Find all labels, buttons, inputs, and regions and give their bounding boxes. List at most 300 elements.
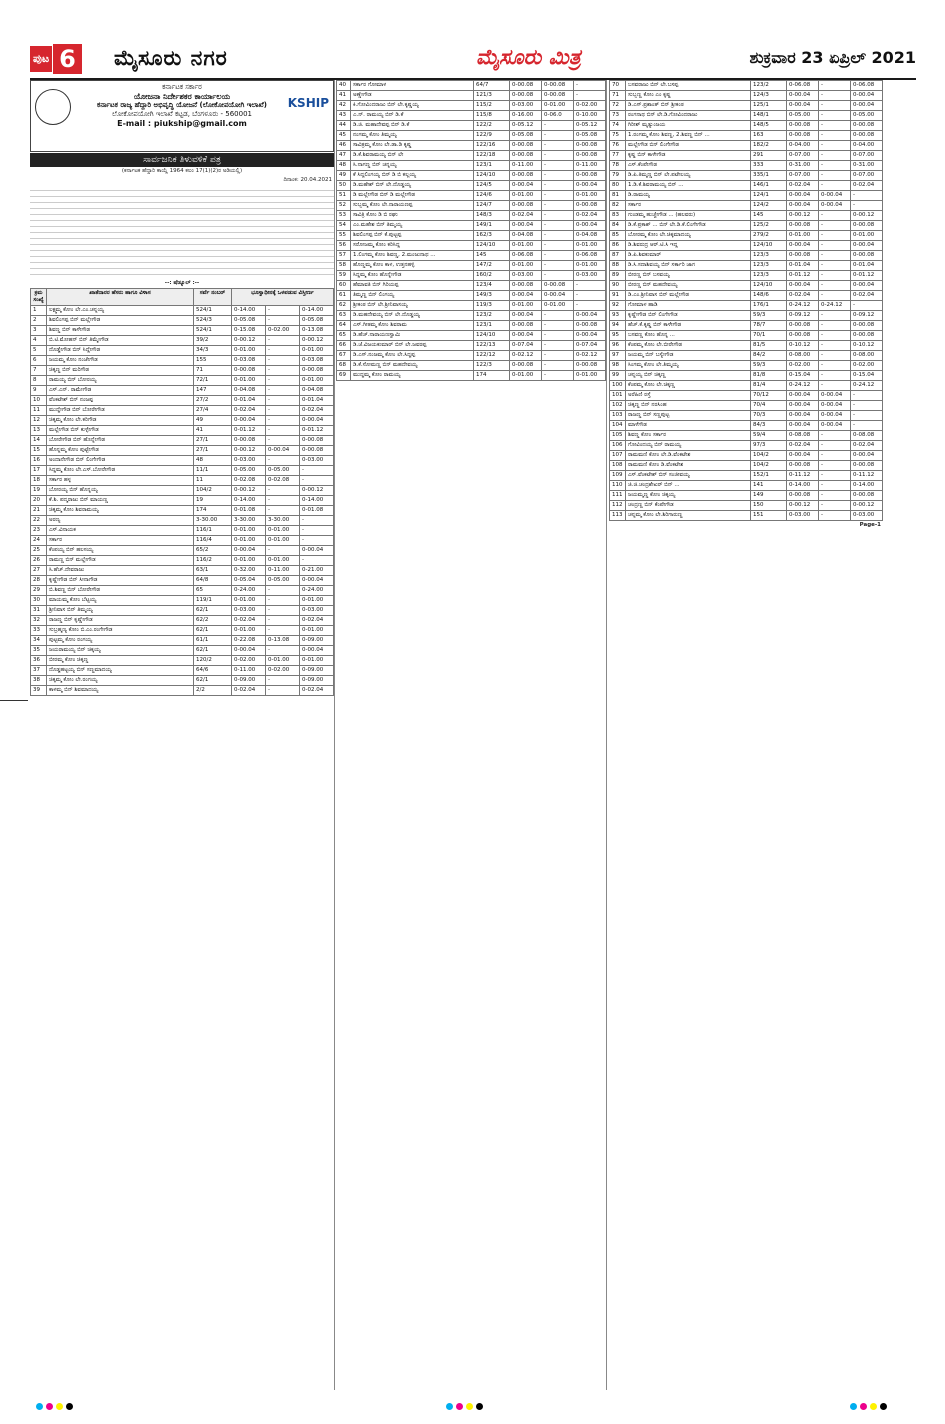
table-row <box>31 326 334 336</box>
table-row <box>31 596 334 606</box>
cell-n: 12 <box>31 416 47 426</box>
cell-a: 0-02.04 <box>231 616 265 626</box>
cell-n: 16 <box>31 456 47 466</box>
cell-a: 0-00.04 <box>231 416 265 426</box>
cell-a: 0-00.04 <box>787 191 819 201</box>
cell-n: 103 <box>610 411 626 421</box>
cell-c: 0-00.08 <box>574 151 606 161</box>
cell-b: - <box>542 371 574 381</box>
cell-owner: ಡಿ.ಶಿವರುದ್ರ ಆರ್.ಟಿ.ಸಿ ಇದ್ದ <box>626 241 751 251</box>
cell-a: 0-00.04 <box>787 101 819 111</box>
cell-b: - <box>265 416 299 426</box>
cell-b: 0-00.04 <box>542 291 574 301</box>
cell-c: - <box>574 291 606 301</box>
cell-b: - <box>819 181 851 191</box>
table-row <box>610 491 883 501</box>
table-row <box>31 656 334 666</box>
cell-owner: ಗುಂಡಮ್ಮ ಹುಚ್ಚೇಗೌಡ ... (ಹಲವರು) <box>626 211 751 221</box>
cell-b: - <box>542 121 574 131</box>
cell-b: - <box>265 336 299 346</box>
cell-b: - <box>265 436 299 446</box>
cell-sy: 78/7 <box>751 321 787 331</box>
cell-owner: ಮಾಯಮ್ಮ ಕೋಂ ಬೆಟ್ಟಯ್ಯ <box>47 596 194 606</box>
cell-b: - <box>265 366 299 376</box>
cell-n: 71 <box>610 91 626 101</box>
table-row <box>610 511 883 521</box>
cell-c: 0-00.08 <box>851 331 883 341</box>
cell-b: - <box>819 281 851 291</box>
cell-n: 72 <box>610 101 626 111</box>
table-row <box>337 211 606 221</box>
table-row <box>31 406 334 416</box>
cell-sy: 163 <box>751 131 787 141</box>
table-row <box>610 161 883 171</box>
cell-c: 0-02.04 <box>299 686 333 696</box>
cell-b: - <box>819 321 851 331</box>
cell-n: 65 <box>337 331 351 341</box>
cell-b: - <box>542 361 574 371</box>
table-row <box>31 516 334 526</box>
cell-n: 80 <box>610 181 626 191</box>
table-row <box>337 191 606 201</box>
cell-n: 13 <box>31 426 47 436</box>
cell-a: 0-03.00 <box>231 606 265 616</box>
cell-b: 0-02.08 <box>265 476 299 486</box>
cell-owner: ಚಿಕ್ಕಣ್ಣ ಬಿನ್ ನರಸಿಂಹ <box>626 401 751 411</box>
cell-n: 93 <box>610 311 626 321</box>
cell-c: 0-06.08 <box>574 251 606 261</box>
cell-c: - <box>299 536 333 546</box>
cell-n: 98 <box>610 361 626 371</box>
cell-sy: 176/1 <box>751 301 787 311</box>
cell-owner: ಸಿ.ಹೆಚ್.ದೇವರಾಜು <box>47 566 194 576</box>
table-row <box>31 626 334 636</box>
notice-email: E-mail : piukship@gmail.com <box>117 119 247 128</box>
cell-c: 0-01.12 <box>851 271 883 281</box>
table-row <box>610 301 883 311</box>
cell-n: 48 <box>337 161 351 171</box>
cell-c: - <box>574 81 606 91</box>
cell-sy: 122/3 <box>474 361 510 371</box>
magenta-dot-icon <box>46 1403 53 1410</box>
column-left <box>30 80 335 1390</box>
notice-body-text <box>30 185 334 279</box>
cell-b: 0-00.04 <box>819 421 851 431</box>
cell-a: 0-01.00 <box>787 231 819 241</box>
cell-c: 0-00.08 <box>851 221 883 231</box>
cell-n: 35 <box>31 646 47 656</box>
table-row <box>610 271 883 281</box>
cell-a: 0-00.04 <box>787 421 819 431</box>
cell-n: 76 <box>610 141 626 151</box>
table-col3-body <box>610 81 883 521</box>
cell-n: 43 <box>337 111 351 121</box>
cell-n: 105 <box>610 431 626 441</box>
cell-sy: 122/13 <box>474 341 510 351</box>
cell-a: 0-02.04 <box>787 291 819 301</box>
cell-a: 0-05.12 <box>510 121 542 131</box>
cell-owner: ಡಿ.ಜೆ.ವಿಜಯಕುಮಾರ್ ಬಿನ್ ಲೇ.ಜವರಪ್ಪ <box>351 341 474 351</box>
cell-a: 0-02.12 <box>510 351 542 361</box>
cell-owner: ಮುದ್ದಮ್ಮ ಕೋಂ ರಾಮಯ್ಯ <box>351 371 474 381</box>
table-row <box>610 481 883 491</box>
table-row <box>31 426 334 436</box>
cell-sy: 125/2 <box>751 221 787 231</box>
cell-a: 0-11.00 <box>510 161 542 171</box>
cell-b: - <box>265 506 299 516</box>
cell-n: 33 <box>31 626 47 636</box>
cell-owner: ಜಯಮ್ಮ ಬಿನ್ ಬಸ್ಯೇಗೌಡ <box>626 351 751 361</box>
cell-n: 77 <box>610 151 626 161</box>
cell-sy: 27/1 <box>193 446 231 456</box>
cell-n: 1 <box>31 306 47 316</box>
cell-a: 0-15.08 <box>231 326 265 336</box>
cell-c: 0-00.04 <box>574 221 606 231</box>
table-row <box>31 496 334 506</box>
table-col3 <box>609 80 883 521</box>
cell-a: 0-00.08 <box>787 121 819 131</box>
cell-owner: ಬೋರೇಗೌಡ ಬಿನ್ ಹೊನ್ನೇಗೌಡ <box>47 436 194 446</box>
cell-a: 0-14.00 <box>231 496 265 506</box>
cell-sy: 121/3 <box>474 91 510 101</box>
cell-a: 0-02.08 <box>231 476 265 486</box>
table-row <box>31 606 334 616</box>
table-row <box>610 171 883 181</box>
cell-a: 0-01.00 <box>231 626 265 636</box>
cell-owner: ಸಿದ್ದಮ್ಮ ಕೋಂ ಲೇ.ಎಸ್.ಬೋರೇಗೌಡ <box>47 466 194 476</box>
cell-sy: 81/8 <box>751 371 787 381</box>
cell-owner: ಡಿ.ಸಿ.ಸದಾಶಿವಯ್ಯ ಬಿನ್ ಸರ್ಕಾರಿ ಜಾಗ <box>626 261 751 271</box>
cell-a: 0-03.00 <box>787 511 819 521</box>
cell-b: - <box>819 381 851 391</box>
cell-b: 0-02.00 <box>265 666 299 676</box>
table-row <box>31 686 334 696</box>
cell-n: 78 <box>610 161 626 171</box>
cell-owner: ನಂಗಮ್ಮ ಕೋಂ ತಿಮ್ಮಯ್ಯ <box>351 131 474 141</box>
cell-sy: 59/3 <box>751 311 787 321</box>
cell-n: 79 <box>610 171 626 181</box>
cell-owner: ಅರೆಹಿಣಿ ರಸ್ತೆ <box>626 391 751 401</box>
fold-mark <box>0 700 28 701</box>
table-row <box>610 441 883 451</box>
cell-b: - <box>542 251 574 261</box>
cell-c: 0-02.04 <box>299 616 333 626</box>
cell-c: 0-08.08 <box>851 431 883 441</box>
cell-n: 4 <box>31 336 47 346</box>
cell-owner: ಹೆಚ್.ಕೆ.ಕೃಷ್ಣ ಬಿನ್ ಕಾಳೇಗೌಡ <box>626 321 751 331</box>
cell-owner: ಶಿವಲಿಂಗಪ್ಪ ಬಿನ್ ಕೆ.ಪುಟ್ಟಪ್ಪ <box>351 231 474 241</box>
cell-n: 61 <box>337 291 351 301</box>
cell-sy: 123/2 <box>474 311 510 321</box>
cell-sy: 59/4 <box>751 431 787 441</box>
page-label: ಪುಟ <box>30 46 52 72</box>
cell-owner: ರಂಗನಾಥ ಬಿನ್ ಲೇ.ಡಿ.ಗೋವಿಂದರಾಜು <box>626 111 751 121</box>
cell-c: - <box>851 391 883 401</box>
cell-n: 46 <box>337 141 351 151</box>
cell-sy: 146/1 <box>751 181 787 191</box>
cell-c: 0-03.00 <box>299 456 333 466</box>
table-row <box>610 111 883 121</box>
cell-c: 0-01.08 <box>299 506 333 516</box>
cell-c: 0-00.04 <box>299 646 333 656</box>
cell-b: - <box>265 496 299 506</box>
cell-owner: ಸಿಂಗಮ್ಮ ಕೋಂ ಲೇ.ತಿಮ್ಮಯ್ಯ <box>626 361 751 371</box>
cell-a: 0-02.00 <box>231 656 265 666</box>
cell-a: 0-03.08 <box>231 356 265 366</box>
cell-sy: 123/3 <box>751 251 787 261</box>
cell-c: 0-00.04 <box>851 101 883 111</box>
cell-b: 0-05.00 <box>265 466 299 476</box>
cell-owner: ಚನ್ನಯ್ಯ ಬಿನ್ ಚಿಕ್ಕಣ್ಣ <box>626 371 751 381</box>
table-row <box>337 331 606 341</box>
cell-b: - <box>542 171 574 181</box>
cell-b: - <box>819 111 851 121</box>
table-row <box>337 221 606 231</box>
cell-b: - <box>819 261 851 271</box>
cell-a: 0-00.08 <box>787 131 819 141</box>
cell-a: 0-00.12 <box>231 446 265 456</box>
cell-sy: 124/10 <box>474 171 510 181</box>
table-row <box>337 311 606 321</box>
cell-a: 0-01.00 <box>231 536 265 546</box>
cell-b: - <box>542 261 574 271</box>
cell-c: 0-00.08 <box>299 366 333 376</box>
cell-c: 0-00.04 <box>851 451 883 461</box>
cell-sy: 104/2 <box>751 461 787 471</box>
table-row <box>31 386 334 396</box>
cell-n: 84 <box>610 221 626 231</box>
cell-c: 0-02.04 <box>851 441 883 451</box>
cell-n: 37 <box>31 666 47 676</box>
table-row <box>31 446 334 456</box>
color-registration-center <box>446 1403 483 1410</box>
cell-b: - <box>542 191 574 201</box>
cell-c: - <box>851 411 883 421</box>
cell-owner: ಗಿರೀಶ್ ಮೃತ್ಯುಂಜಯ <box>626 121 751 131</box>
cell-a: 0-00.08 <box>510 141 542 151</box>
cell-owner: ಬೋರಮ್ಮ ಕೋಂ ಲೇ.ಚಿಕ್ಕಮಾದಯ್ಯ <box>626 231 751 241</box>
table-row <box>31 546 334 556</box>
cell-n: 70 <box>610 81 626 91</box>
cell-c: 0-11.00 <box>574 161 606 171</box>
cell-c: - <box>851 421 883 431</box>
table-row <box>610 221 883 231</box>
cell-c: 0-00.04 <box>299 576 333 586</box>
cell-owner: ಡಿ ಮಲ್ಲೇಗೌಡ ಬಿನ್ ಡಿ ಮಲ್ಲೇಗೌಡ <box>351 191 474 201</box>
cell-owner: ಕಿ.ಗೋವಿಂದರಾಜು ಬಿನ್ ಲೇ.ಕೃಷ್ಣಯ್ಯ <box>351 101 474 111</box>
cell-n: 96 <box>610 341 626 351</box>
cell-b: - <box>819 241 851 251</box>
table-row <box>31 586 334 596</box>
cell-owner: ರಾಮಯ್ಯ ಬಿನ್ ಬೋರಯ್ಯ <box>47 376 194 386</box>
cell-owner: ಡಿ.ಎಸ್.ಪ್ರಶಾಂತ್ ಬಿನ್ ಶ್ರೀಕಂಠ <box>626 101 751 111</box>
cell-a: 0-00.08 <box>510 321 542 331</box>
cell-a: 0-03.00 <box>231 456 265 466</box>
cell-owner: ಮಾಳೆಗೌಡ <box>626 421 751 431</box>
cell-a: 3-30.00 <box>231 516 265 526</box>
cell-sy: 149 <box>751 491 787 501</box>
cell-c: 0-00.04 <box>851 281 883 291</box>
table-row <box>337 161 606 171</box>
cell-c: 0-00.12 <box>851 501 883 511</box>
cell-owner: ಕೆಂಪಮ್ಮ ಕೋಂ ಲೇ.ಚಿಕ್ಕಣ್ಣ <box>626 381 751 391</box>
cell-n: 52 <box>337 201 351 211</box>
cell-b: - <box>542 241 574 251</box>
cell-a: 0-07.00 <box>787 171 819 181</box>
cell-n: 94 <box>610 321 626 331</box>
cell-n: 29 <box>31 586 47 596</box>
cell-owner: 1.ಲಿಂಗಮ್ಮ ಕೋಂ ಶಿವಣ್ಣ, 2.ಮಂಜುನಾಥ ... <box>351 251 474 261</box>
cell-a: 0-02.04 <box>231 406 265 416</box>
cell-b: - <box>265 376 299 386</box>
cell-owner: ಗೋಮಾಳ ಹಾಡಿ <box>626 301 751 311</box>
cell-a: 0-09.00 <box>231 676 265 686</box>
table-row <box>610 191 883 201</box>
cell-owner: ಮಲ್ಲೇಗೌಡ ಬಿನ್ ಕುಳ್ಳೇಗೌಡ <box>47 426 194 436</box>
cell-a: 0-00.08 <box>787 461 819 471</box>
cell-n: 67 <box>337 351 351 361</box>
cell-owner: ಚಿಕ್ಕಮ್ಮ ಕೋಂ ಲೇ.ರಂಗಯ್ಯ <box>47 676 194 686</box>
cell-a: 0-01.04 <box>787 261 819 271</box>
cell-sy: 148/6 <box>751 291 787 301</box>
cell-c: 0-02.04 <box>574 211 606 221</box>
cell-sy: 182/2 <box>751 141 787 151</box>
cell-owner: ಚಿಕ್ಕಮ್ಮ ಕೋಂ ಲೇ.ಕರಿಗೌಡ <box>47 416 194 426</box>
cell-b: 0-06.0 <box>542 111 574 121</box>
cell-sy: 115/2 <box>474 101 510 111</box>
cell-c: 0-01.00 <box>574 371 606 381</box>
table-row <box>610 351 883 361</box>
table-row <box>610 291 883 301</box>
table-row <box>31 476 334 486</box>
cell-c: 0-31.00 <box>851 161 883 171</box>
cell-sy: 62/2 <box>193 616 231 626</box>
cell-owner: ಕೆಂಪಯ್ಯ ಬಿನ್ ಹಲಸಯ್ಯ <box>47 546 194 556</box>
cell-b: - <box>819 451 851 461</box>
cell-owner: ಅರಣ್ಯ <box>47 516 194 526</box>
cell-b: - <box>542 331 574 341</box>
cell-b: 0-00.04 <box>819 201 851 211</box>
cell-sy: 147/2 <box>474 261 510 271</box>
cell-n: 109 <box>610 471 626 481</box>
cell-b: 0-00.04 <box>265 446 299 456</box>
cell-a: 0-00.04 <box>787 391 819 401</box>
cell-a: 0-05.08 <box>510 131 542 141</box>
cell-n: 97 <box>610 351 626 361</box>
cell-a: 0-11.00 <box>231 666 265 676</box>
cell-owner: ಸಾವಿತ್ರಮ್ಮ ಕೋಂ ಲೇ.ಡಾ.ಡಿ ಕೃಷ್ಣ <box>351 141 474 151</box>
table-row <box>31 576 334 586</box>
cell-n: 11 <box>31 406 47 416</box>
table-col2 <box>336 80 606 381</box>
yellow-dot-icon <box>870 1403 877 1410</box>
cell-sy: 27/1 <box>193 436 231 446</box>
cell-n: 87 <box>610 251 626 261</box>
cell-a: 0-00.04 <box>787 411 819 421</box>
page-header <box>30 44 916 80</box>
table-row <box>31 306 334 316</box>
cell-sy: 162/3 <box>474 231 510 241</box>
cell-a: 0-07.00 <box>787 151 819 161</box>
cell-n: 49 <box>337 171 351 181</box>
cell-a: 0-01.08 <box>231 506 265 516</box>
black-dot-icon <box>880 1403 887 1410</box>
cell-b: - <box>819 431 851 441</box>
notice-title: ಸಾರ್ವಜನಿಕ ತಿಳುವಳಿಕೆ ಪತ್ರ <box>30 153 334 167</box>
cell-owner: ಡಿ.ಕೆ.ಶಿವರಾಮಯ್ಯ ಬಿನ್ ಲೇ <box>351 151 474 161</box>
cell-sy: 65 <box>193 586 231 596</box>
cell-n: 54 <box>337 221 351 231</box>
cell-a: 0-01.00 <box>510 191 542 201</box>
cell-a: 0-04.00 <box>787 141 819 151</box>
cell-b: - <box>819 221 851 231</box>
table-row <box>337 181 606 191</box>
cell-n: 57 <box>337 251 351 261</box>
cell-c: 0-04.08 <box>574 231 606 241</box>
cell-b: - <box>265 676 299 686</box>
th-sl: ಕ್ರಮ ಸಂಖ್ಯೆ <box>31 289 47 306</box>
cell-n: 81 <box>610 191 626 201</box>
cell-sy: 122/18 <box>474 151 510 161</box>
cell-a: 0-00.12 <box>231 336 265 346</box>
cell-c: 0-08.00 <box>851 351 883 361</box>
cell-sy: 123/2 <box>751 81 787 91</box>
cell-sy: 70/12 <box>751 391 787 401</box>
cell-c: 0-05.00 <box>851 111 883 121</box>
cell-n: 58 <box>337 261 351 271</box>
table-row <box>337 281 606 291</box>
cell-c: 0-04.00 <box>851 141 883 151</box>
cell-owner: ಬಿ.ಶಿವಣ್ಣ ಬಿನ್ ಬೋರೇಗೌಡ <box>47 586 194 596</box>
cell-n: 107 <box>610 451 626 461</box>
table-row <box>337 351 606 361</box>
table-row <box>337 111 606 121</box>
cell-a: 0-00.08 <box>510 81 542 91</box>
cell-a: 0-10.12 <box>787 341 819 351</box>
cell-sy: 122/16 <box>474 141 510 151</box>
cell-owner: 1.ಡಿ.ಕೆ.ಶಿವರಾಮಯ್ಯ ಬಿನ್ ... <box>626 181 751 191</box>
cell-owner: ಸುಬ್ಬಣ್ಣ ಕೋಂ ಎಂ ಕೃಷ್ಣ <box>626 91 751 101</box>
cell-owner: ಹೊನ್ನಮ್ಮ ಕೋಂ ಪುಟ್ಟೇಗೌಡ <box>47 446 194 456</box>
cell-n: 22 <box>31 516 47 526</box>
cell-sy: 19 <box>193 496 231 506</box>
cell-n: 95 <box>610 331 626 341</box>
cell-n: 44 <box>337 121 351 131</box>
table-row <box>31 506 334 516</box>
cell-n: 14 <box>31 436 47 446</box>
cell-sy: 123/3 <box>751 261 787 271</box>
table-row <box>337 271 606 281</box>
cell-owner: ಬೀರಣ್ಣ ಬಿನ್ ಬಸವಯ್ಯ <box>626 271 751 281</box>
table-row <box>610 311 883 321</box>
cell-b: 0-00.04 <box>819 401 851 411</box>
cell-n: 45 <box>337 131 351 141</box>
cell-owner: ಡಿ.ಪಿ.ತಿಮ್ಮಣ್ಣ ಬಿನ್ ಲೇ.ಪಟೇಲಯ್ಯ <box>626 171 751 181</box>
cell-a: 0-02.00 <box>787 361 819 371</box>
cell-c: - <box>574 281 606 291</box>
cell-sy: 124/7 <box>474 201 510 211</box>
cell-sy: 145 <box>474 251 510 261</box>
cell-b: 0-01.00 <box>542 301 574 311</box>
cell-sy: 81/4 <box>751 381 787 391</box>
cell-n: 34 <box>31 636 47 646</box>
cell-b: - <box>542 221 574 231</box>
cell-n: 15 <box>31 446 47 456</box>
cell-c: 0-07.04 <box>574 341 606 351</box>
cell-c: 0-21.00 <box>299 566 333 576</box>
table-row <box>610 341 883 351</box>
cell-owner: ಸರೋಜಮ್ಮ ಕೋಂ ಕರಿಸಿದ್ದ <box>351 241 474 251</box>
